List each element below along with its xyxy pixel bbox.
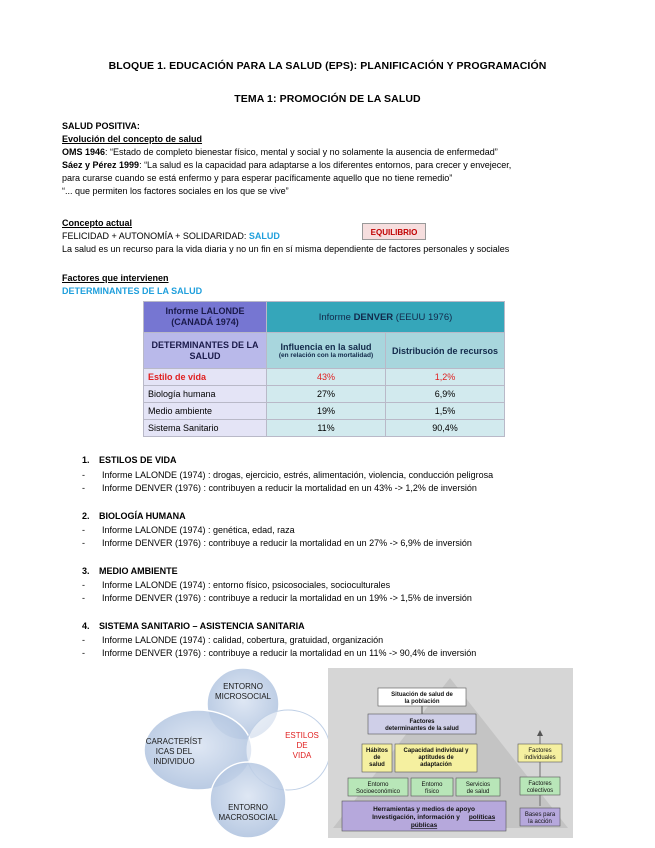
formula-text: FELICIDAD + AUTONOMÍA + SOLIDARIDAD: xyxy=(62,231,249,241)
venn-left-3: INDIVIDUO xyxy=(153,757,195,766)
evolution-heading: Evolución del concepto de salud xyxy=(62,134,203,144)
formula-salud: SALUD xyxy=(248,231,280,241)
saez-text: : “La salud es la capacidad para adaptarse a los diferentes entornos, para crecer y envejecer, xyxy=(139,160,512,170)
section-4-number: 4. xyxy=(82,621,90,631)
bullet-dash: - xyxy=(82,635,85,645)
side-individual-2: individuales xyxy=(524,755,556,761)
section-1-denver: Informe DENVER (1976) : contribuyen a reducir la mortalidad en un 43% -> 1,2% de inversión xyxy=(102,483,477,493)
row-name: Medio ambiente xyxy=(144,403,267,420)
oms-text: : “Estado de completo bienestar físico, mental y social y no solamente la ausencia de enfermedad” xyxy=(105,147,498,157)
table-row xyxy=(144,420,505,437)
row-name: Sistema Sanitario xyxy=(144,420,267,437)
side-base-1: Bases para xyxy=(524,812,556,818)
side-collective-1: Factores xyxy=(528,781,552,787)
side-individual-1: Factores xyxy=(528,748,552,754)
denver-prefix: Informe xyxy=(318,311,354,323)
capacity-2: aptitudes de xyxy=(418,755,454,761)
tools-4: públicas xyxy=(410,822,438,829)
row-influence: 43% xyxy=(267,369,386,386)
health-definition: La salud es un recurso para la vida diaria y no un fin en sí misma dependiente de factores personales y sociales xyxy=(62,244,510,254)
bullet-dash: - xyxy=(82,538,85,548)
denver-suffix: (EEUU 1976) xyxy=(393,311,453,323)
row-influence: 11% xyxy=(267,420,386,437)
bullet-dash: - xyxy=(82,525,85,535)
section-1-lalonde: Informe LALONDE (1974) : drogas, ejercicio, estrés, alimentación, violencia, conducción peligrosa xyxy=(102,470,494,480)
col-influence-sub: (en relación con la mortalidad) xyxy=(278,351,374,359)
habits-1: Hábitos xyxy=(365,748,389,754)
section-4-title: SISTEMA SANITARIO – ASISTENCIA SANITARIA xyxy=(99,621,305,631)
venn-right-3: VIDA xyxy=(292,751,312,760)
col-influence xyxy=(267,333,386,369)
table-row xyxy=(144,403,505,420)
venn-right-1: ESTILOS xyxy=(285,731,319,740)
venn-bottom-2: MACROSOCIAL xyxy=(218,813,278,822)
block-title: BLOQUE 1. EDUCACIÓN PARA LA SALUD (EPS): PLANIFICACIÓN Y PROGRAMACIÓN xyxy=(108,60,547,72)
row-resources: 1,2% xyxy=(386,369,505,386)
habits-3: salud xyxy=(369,762,385,768)
section-2-lalonde: Informe LALONDE (1974) : genética, edad, raza xyxy=(102,525,295,535)
balance-box: EQUILIBRIO xyxy=(362,223,426,240)
capacity-1: Capacidad individual y xyxy=(403,748,469,754)
row-name: Biología humana xyxy=(144,386,267,403)
section-3-denver: Informe DENVER (1976) : contribuye a reducir la mortalidad en un 19% -> 1,5% de inversión xyxy=(102,593,472,603)
side-collective-2: colectivos xyxy=(526,788,554,794)
section-2-title: BIOLOGÍA HUMANA xyxy=(99,511,186,521)
tools-1: Herramientas y medios de apoyo xyxy=(373,806,475,813)
col-determinants: DETERMINANTES DE LA SALUD xyxy=(144,333,267,369)
side-base-2: la acción xyxy=(528,819,552,825)
section-3-title: MEDIO AMBIENTE xyxy=(99,566,178,576)
saez-line-3: “... que permiten los factores sociales en los que se vive” xyxy=(62,186,289,196)
section-2-denver: Informe DENVER (1976) : contribuye a reducir la mortalidad en un 27% -> 6,9% de inversión xyxy=(102,538,472,548)
row-resources: 6,9% xyxy=(386,386,505,403)
bullet-dash: - xyxy=(82,593,85,603)
factors-heading: Factores que intervienen xyxy=(62,273,169,283)
section-1-number: 1. xyxy=(82,455,90,465)
factors-1: Factores xyxy=(409,719,435,725)
section-4-lalonde: Informe LALONDE (1974) : calidad, cobertura, gratuidad, organización xyxy=(102,635,384,645)
tools-2: Investigación, información y xyxy=(372,814,460,821)
row-influence: 27% xyxy=(267,386,386,403)
saez-definition xyxy=(62,159,511,172)
factors-2: determinantes de la salud xyxy=(385,726,459,732)
row-resources: 90,4% xyxy=(386,420,505,437)
determinants-heading: DETERMINANTES DE LA SALUD xyxy=(62,286,203,296)
services-1: Servicios xyxy=(465,782,491,788)
circle-macrosocial xyxy=(210,762,286,838)
venn-left-2: ICAS DEL xyxy=(155,747,193,756)
habits-2: de xyxy=(373,755,381,761)
row-influence: 19% xyxy=(267,403,386,420)
current-heading: Concepto actual xyxy=(62,218,133,228)
services-2: de salud xyxy=(466,789,490,795)
section-2-number: 2. xyxy=(82,511,90,521)
pyramid-diagram xyxy=(328,668,573,838)
row-resources: 1,5% xyxy=(386,403,505,420)
positive-heading: SALUD POSITIVA: xyxy=(62,121,140,131)
env-socio-2: Socioeconómico xyxy=(355,789,401,795)
determinants-table xyxy=(143,301,505,437)
capacity-3: adaptación xyxy=(420,762,452,768)
table-row xyxy=(144,369,505,386)
section-1-title: ESTILOS DE VIDA xyxy=(99,455,177,465)
denver-header xyxy=(267,302,505,333)
situation-2: la población xyxy=(404,699,440,705)
bullet-dash: - xyxy=(82,470,85,480)
bullet-dash: - xyxy=(82,483,85,493)
saez-label: Sáez y Pérez 1999 xyxy=(62,160,140,170)
table-row xyxy=(144,386,505,403)
tools-3: políticas xyxy=(468,814,496,821)
lalonde-header: Informe LALONDE (CANADÁ 1974) xyxy=(144,302,267,333)
health-formula xyxy=(62,230,280,243)
section-3-number: 3. xyxy=(82,566,90,576)
venn-bottom-1: ENTORNO xyxy=(228,803,268,812)
oms-label: OMS 1946 xyxy=(62,147,106,157)
row-name: Estilo de vida xyxy=(144,369,267,386)
env-phys-1: Entorno xyxy=(421,782,443,788)
saez-line-2: para curarse cuando se está enfermo y para esperar pacíficamente aquello que no tiene remedio” xyxy=(62,173,453,183)
venn-top-2: MICROSOCIAL xyxy=(214,692,272,701)
section-4-denver: Informe DENVER (1976) : contribuye a reducir la mortalidad en un 11% -> 90,4% de inversión xyxy=(102,648,477,658)
oms-definition xyxy=(62,146,498,159)
venn-right-2: DE xyxy=(296,741,308,750)
venn-top-1: ENTORNO xyxy=(223,682,263,691)
denver-bold: DENVER xyxy=(353,311,394,323)
env-phys-2: físico xyxy=(424,789,440,795)
topic-title: TEMA 1: PROMOCIÓN DE LA SALUD xyxy=(234,93,421,105)
situation-1: Situación de salud de xyxy=(391,692,453,698)
bullet-dash: - xyxy=(82,580,85,590)
col-influence-label: Influencia en la salud xyxy=(280,341,372,352)
col-resources: Distribución de recursos xyxy=(386,333,505,369)
venn-diagram xyxy=(140,664,340,844)
bullet-dash: - xyxy=(82,648,85,658)
env-socio-1: Entorno xyxy=(367,782,389,788)
venn-left-1: CARACTERÍST xyxy=(145,737,203,746)
section-3-lalonde: Informe LALONDE (1974) : entorno físico, psicosociales, socioculturales xyxy=(102,580,391,590)
